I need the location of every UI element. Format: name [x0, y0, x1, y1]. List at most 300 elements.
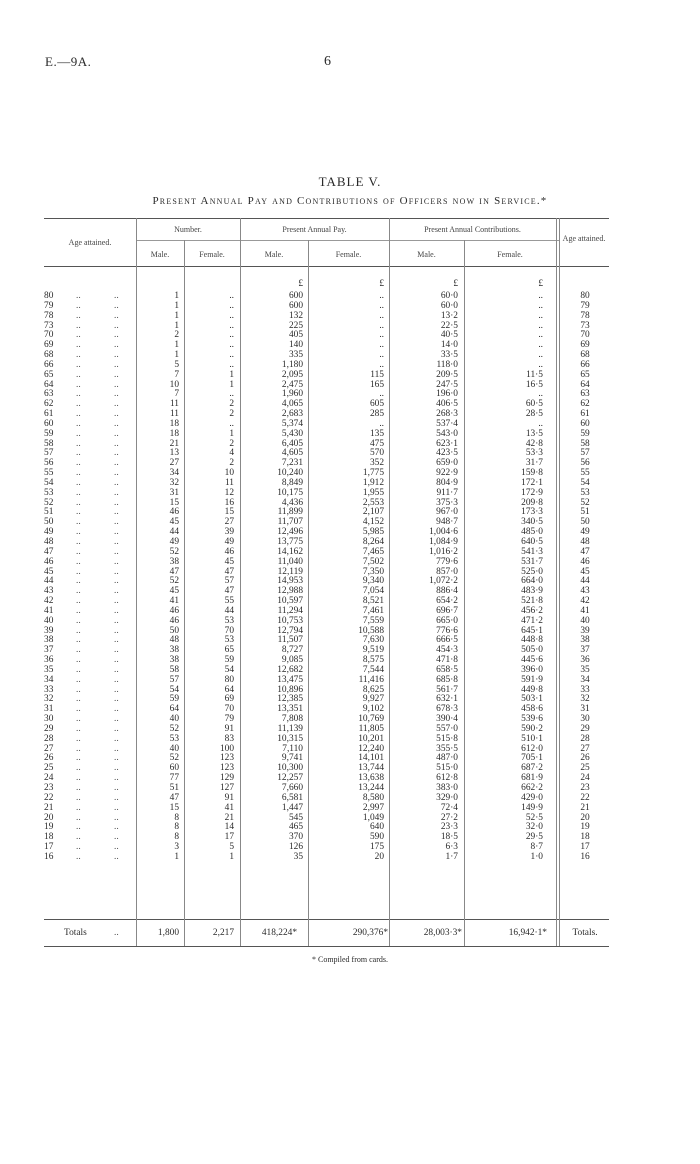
leader-dots: .. [114, 783, 119, 793]
age-cell: 61 [44, 409, 54, 420]
age-right-cell: 30 [580, 714, 590, 725]
pay-female-cell: 1,955 [362, 487, 384, 498]
age-cell: 16 [44, 851, 54, 862]
age-right-cell: 34 [580, 674, 590, 685]
leader-dots: .. [114, 802, 119, 813]
totals-pay-male: 418,224* [261, 928, 297, 938]
pay-female-cell: 10,201 [358, 733, 384, 744]
pay-female-cell: 115 [370, 369, 384, 380]
age-right-cell: 63 [580, 389, 590, 400]
contrib-female-cell: 1·0 [530, 851, 543, 862]
age-cell: 18 [44, 832, 54, 843]
pay-male-cell: 2,095 [281, 369, 303, 380]
leader-dots: .. [114, 507, 119, 518]
number-male-cell: 60 [169, 763, 179, 774]
table-row [44, 400, 609, 410]
pay-male-cell: 4,436 [281, 497, 303, 508]
contrib-female-cell: 209·8 [521, 497, 543, 508]
age-right-cell: 65 [580, 369, 590, 380]
contrib-male-cell: 375·3 [436, 497, 458, 508]
leader-dots: .. [76, 369, 81, 380]
pay-female-cell: .. [379, 418, 384, 429]
table-row [44, 814, 609, 824]
pay-female-cell: 7,054 [362, 586, 384, 597]
contrib-female-cell: 645·1 [521, 625, 543, 636]
number-male-cell: 3 [174, 842, 179, 853]
pay-male-cell: 14,953 [277, 576, 303, 587]
contrib-male-cell: 1·7 [445, 851, 458, 862]
number-female-cell: 65 [224, 645, 234, 656]
table-row [44, 410, 609, 420]
contrib-male-cell: 406·5 [436, 399, 458, 410]
pay-male-cell: 4,065 [281, 399, 303, 410]
age-cell: 41 [44, 605, 54, 616]
contrib-female-cell: 483·9 [521, 586, 543, 597]
number-female-cell: 79 [224, 714, 234, 725]
currency-symbol: £ [453, 279, 458, 289]
contrib-female-cell: 53·3 [525, 448, 543, 459]
contrib-male-cell: 557·0 [436, 723, 458, 734]
number-female-cell: 47 [224, 586, 234, 597]
leader-dots: .. [114, 409, 119, 420]
contrib-female-cell: 539·6 [521, 714, 543, 725]
contrib-female-cell: 32·0 [525, 822, 543, 833]
leader-dots: .. [114, 291, 119, 301]
number-male-cell: 31 [169, 487, 179, 498]
leader-dots: .. [114, 340, 119, 351]
number-female-cell: 123 [219, 763, 234, 774]
page-number: 6 [324, 54, 331, 69]
leader-dots: .. [114, 723, 119, 734]
contrib-female-cell: 8·7 [530, 842, 543, 853]
pay-female-cell: 7,465 [362, 546, 384, 557]
age-cell: 57 [44, 448, 54, 459]
pay-male-cell: 545 [288, 812, 303, 823]
leader-dots: .. [76, 359, 81, 370]
age-cell: 36 [44, 655, 54, 666]
pay-male-cell: 14,162 [277, 546, 303, 557]
leader-dots: .. [76, 487, 81, 498]
pay-male-cell: 12,496 [277, 527, 303, 538]
leader-dots: .. [114, 477, 119, 488]
age-right-cell: 23 [580, 783, 590, 793]
age-cell: 37 [44, 645, 54, 656]
pay-female-cell: 13,638 [358, 773, 384, 784]
table-row [44, 390, 609, 400]
age-cell: 79 [44, 300, 54, 311]
pay-male-cell: 9,085 [281, 655, 303, 666]
age-right-cell: 48 [580, 537, 590, 547]
contrib-female-cell: .. [538, 418, 543, 429]
pay-female-cell: 1,912 [362, 477, 384, 488]
leader-dots: .. [76, 507, 81, 518]
leader-dots: .. [114, 655, 119, 666]
contrib-male-cell: 967·0 [436, 507, 458, 518]
contrib-female-cell: 458·6 [521, 704, 543, 715]
age-cell: 35 [44, 664, 54, 675]
age-right-cell: 68 [580, 350, 590, 361]
leader-dots: .. [114, 753, 119, 764]
contrib-male-cell: 678·3 [436, 704, 458, 715]
leader-dots: .. [114, 645, 119, 656]
number-male-cell: 1 [174, 291, 179, 301]
leader-dots: .. [76, 409, 81, 420]
age-cell: 44 [44, 576, 54, 587]
number-male-cell: 21 [169, 438, 179, 449]
header-contrib-female: Female. [497, 250, 523, 259]
number-female-cell: 12 [224, 487, 234, 498]
leader-dots: .. [76, 517, 81, 528]
age-cell: 63 [44, 389, 54, 400]
age-right-cell: 52 [580, 497, 590, 508]
pay-female-cell: .. [379, 310, 384, 321]
number-female-cell: 129 [219, 773, 234, 784]
number-male-cell: 15 [169, 802, 179, 813]
leader-dots: .. [76, 497, 81, 508]
number-female-cell: 46 [224, 546, 234, 557]
leader-dots: .. [114, 733, 119, 744]
number-female-cell: .. [229, 291, 234, 301]
contrib-female-cell: 172·9 [521, 487, 543, 498]
pay-male-cell: 140 [288, 340, 303, 351]
pay-female-cell: .. [379, 359, 384, 370]
age-right-cell: 59 [580, 428, 590, 439]
age-cell: 58 [44, 438, 54, 449]
number-male-cell: 45 [169, 517, 179, 528]
leader-dots: .. [76, 783, 81, 793]
pay-male-cell: 7,110 [282, 743, 303, 754]
leader-dots: .. [114, 458, 119, 469]
age-right-cell: 56 [580, 458, 590, 469]
age-right-cell: 40 [580, 615, 590, 626]
leader-dots: .. [76, 448, 81, 459]
contrib-female-cell: 531·7 [521, 556, 543, 567]
leader-dots: .. [114, 320, 119, 331]
number-male-cell: 46 [169, 615, 179, 626]
age-right-cell: 43 [580, 586, 590, 597]
number-male-cell: 15 [169, 497, 179, 508]
currency-symbol: £ [538, 279, 543, 289]
number-female-cell: 59 [224, 655, 234, 666]
leader-dots: .. [114, 527, 119, 538]
pay-female-cell: 7,630 [362, 635, 384, 646]
pay-female-cell: .. [379, 291, 384, 301]
pay-male-cell: 5,374 [281, 418, 303, 429]
leader-dots: .. [76, 714, 81, 725]
age-right-cell: 18 [580, 832, 590, 843]
number-female-cell: .. [229, 418, 234, 429]
age-right-cell: 37 [580, 645, 590, 656]
number-male-cell: 5 [174, 359, 179, 370]
header-pay: Present Annual Pay. [282, 225, 347, 234]
leader-dots: .. [114, 763, 119, 774]
contrib-male-cell: 911·7 [436, 487, 458, 498]
pay-female-cell: 590 [369, 832, 384, 843]
contrib-female-cell: .. [538, 389, 543, 400]
age-right-cell: 64 [580, 379, 590, 390]
page-ref: E.—9A. [45, 54, 92, 69]
leader-dots: .. [76, 733, 81, 744]
age-cell: 66 [44, 359, 54, 370]
leader-dots: .. [76, 389, 81, 400]
contrib-female-cell: 448·8 [521, 635, 543, 646]
leader-dots: .. [114, 448, 119, 459]
number-female-cell: 41 [224, 802, 234, 813]
number-male-cell: 49 [169, 537, 179, 547]
leader-dots: .. [76, 310, 81, 321]
contrib-male-cell: 537·4 [436, 418, 458, 429]
table-row [44, 440, 609, 450]
number-female-cell: 57 [224, 576, 234, 587]
leader-dots: .. [76, 527, 81, 538]
contrib-female-cell: 52·5 [525, 812, 543, 823]
age-right-cell: 54 [580, 477, 590, 488]
contrib-male-cell: 948·7 [436, 517, 458, 528]
table-row [44, 302, 609, 312]
age-cell: 56 [44, 458, 54, 469]
contrib-male-cell: 423·5 [436, 448, 458, 459]
leader-dots: .. [76, 340, 81, 351]
contrib-female-cell: 687·2 [521, 763, 543, 774]
pay-female-cell: 7,544 [362, 664, 384, 675]
leader-dots: .. [76, 468, 81, 479]
age-right-cell: 79 [580, 300, 590, 311]
pay-female-cell: 135 [369, 428, 384, 439]
age-cell: 29 [44, 723, 54, 734]
pay-female-cell: 10,769 [358, 714, 384, 725]
contrib-male-cell: 18·5 [440, 832, 458, 843]
pay-male-cell: 600 [288, 291, 303, 301]
leader-dots: .. [76, 576, 81, 587]
table-row [44, 371, 609, 381]
number-female-cell: .. [229, 350, 234, 361]
number-female-cell: 44 [224, 605, 234, 616]
pay-male-cell: 10,753 [277, 615, 303, 626]
number-female-cell: 1 [229, 369, 234, 380]
contrib-male-cell: 779·6 [436, 556, 458, 567]
pay-female-cell: 12,240 [358, 743, 384, 754]
table-row [44, 449, 609, 459]
totals-contrib-female: 16,942·1* [508, 928, 547, 938]
age-right-cell: 39 [580, 625, 590, 636]
number-female-cell: 2 [229, 399, 234, 410]
pay-female-cell: 2,107 [362, 507, 384, 518]
contrib-female-cell: .. [538, 320, 543, 331]
pay-male-cell: 1,960 [281, 389, 303, 400]
leader-dots: .. [114, 438, 119, 449]
number-male-cell: 1 [174, 310, 179, 321]
leader-dots: .. [76, 546, 81, 557]
pay-female-cell: 1,049 [362, 812, 384, 823]
number-male-cell: 8 [174, 812, 179, 823]
header-bottom-rule [44, 266, 609, 267]
currency-symbol: £ [379, 279, 384, 289]
pay-male-cell: 600 [288, 300, 303, 311]
age-cell: 46 [44, 556, 54, 567]
leader-dots: .. [114, 664, 119, 675]
contrib-male-cell: 623·1 [436, 438, 458, 449]
age-right-cell: 19 [580, 822, 590, 833]
pay-male-cell: 13,475 [277, 674, 303, 685]
pay-female-cell: 7,502 [362, 556, 384, 567]
contrib-male-cell: 515·0 [436, 763, 458, 774]
pay-male-cell: 10,300 [277, 763, 303, 774]
pay-female-cell: 9,340 [362, 576, 384, 587]
leader-dots: .. [76, 320, 81, 331]
number-female-cell: 83 [224, 733, 234, 744]
leader-dots: .. [114, 635, 119, 646]
contrib-female-cell: 640·5 [521, 537, 543, 547]
number-male-cell: 13 [169, 448, 179, 459]
number-male-cell: 52 [169, 753, 179, 764]
pay-female-cell: .. [379, 320, 384, 331]
leader-dots: .. [76, 645, 81, 656]
leader-dots: .. [114, 487, 119, 498]
leader-dots: .. [114, 832, 119, 843]
age-cell: 31 [44, 704, 54, 715]
leader-dots: .. [114, 389, 119, 400]
number-male-cell: 38 [169, 556, 179, 567]
number-female-cell: 2 [229, 458, 234, 469]
leader-dots: .. [114, 369, 119, 380]
age-right-cell: 62 [580, 399, 590, 410]
number-male-cell: 1 [174, 340, 179, 351]
number-female-cell: 11 [224, 477, 234, 488]
number-male-cell: 50 [169, 625, 179, 636]
pay-male-cell: 11,040 [277, 556, 303, 567]
contrib-female-cell: .. [538, 330, 543, 341]
leader-dots: .. [114, 300, 119, 311]
leader-dots: .. [76, 537, 81, 547]
contrib-female-cell: 429·0 [521, 792, 543, 803]
number-female-cell: 127 [219, 783, 234, 793]
leader-dots: .. [76, 664, 81, 675]
pay-male-cell: 10,597 [277, 596, 303, 607]
pay-male-cell: 6,581 [281, 792, 303, 803]
leader-dots: .. [76, 379, 81, 390]
age-cell: 52 [44, 497, 54, 508]
leader-dots: .. [76, 822, 81, 833]
pay-male-cell: 8,849 [281, 477, 303, 488]
pay-male-cell: 405 [288, 330, 303, 341]
pay-female-cell: 13,744 [358, 763, 384, 774]
number-male-cell: 40 [169, 743, 179, 754]
contrib-female-cell: 591·9 [521, 674, 543, 685]
contrib-male-cell: 487·0 [436, 753, 458, 764]
table-subtitle: Present Annual Pay and Contributions of Officers now in Service.* [152, 195, 548, 207]
contrib-female-cell: 521·8 [521, 596, 543, 607]
pay-female-cell: .. [379, 300, 384, 311]
leader-dots: .. [76, 763, 81, 774]
pay-male-cell: 12,385 [277, 694, 303, 705]
contrib-male-cell: 329·0 [436, 792, 458, 803]
number-male-cell: 57 [169, 674, 179, 685]
leader-dots: .. [114, 792, 119, 803]
contrib-male-cell: 6·3 [445, 842, 458, 853]
contrib-male-cell: 196·0 [436, 389, 458, 400]
contrib-female-cell: 42·8 [525, 438, 543, 449]
leader-dots: .. [114, 330, 119, 341]
age-cell: 20 [44, 812, 54, 823]
number-male-cell: 53 [169, 733, 179, 744]
leader-dots: .. [114, 812, 119, 823]
number-female-cell: 55 [224, 596, 234, 607]
contrib-female-cell: 664·0 [521, 576, 543, 587]
table-row [44, 361, 609, 371]
age-right-cell: 17 [580, 842, 590, 853]
number-male-cell: 48 [169, 635, 179, 646]
leader-dots: .. [114, 418, 119, 429]
pay-male-cell: 1,180 [281, 359, 303, 370]
contrib-male-cell: 1,016·2 [429, 546, 458, 557]
contrib-female-cell: 456·2 [521, 605, 543, 616]
contrib-female-cell: 662·2 [521, 783, 543, 793]
contrib-male-cell: 1,084·9 [429, 537, 458, 547]
contrib-male-cell: 665·0 [436, 615, 458, 626]
table-row [44, 292, 609, 302]
pay-male-cell: 5,430 [281, 428, 303, 439]
age-cell: 33 [44, 684, 54, 695]
number-male-cell: 40 [169, 714, 179, 725]
table-row [44, 833, 609, 843]
contrib-female-cell: .. [538, 350, 543, 361]
age-cell: 22 [44, 792, 54, 803]
age-right-cell: 32 [580, 694, 590, 705]
number-male-cell: 64 [169, 704, 179, 715]
pay-male-cell: 9,741 [281, 753, 303, 764]
contrib-female-cell: .. [538, 291, 543, 301]
contrib-male-cell: 72·4 [440, 802, 458, 813]
leader-dots: .. [114, 842, 119, 853]
pay-female-cell: 7,350 [362, 566, 384, 577]
leader-dots: .. [114, 576, 119, 587]
age-right-cell: 49 [580, 527, 590, 538]
number-female-cell: 16 [224, 497, 234, 508]
contrib-male-cell: 383·0 [436, 783, 458, 793]
age-right-cell: 78 [580, 310, 590, 321]
header-number: Number. [174, 225, 202, 234]
header-number-female: Female. [199, 250, 225, 259]
totals-number-female: 2,217 [212, 928, 234, 938]
table-row [44, 853, 609, 863]
contrib-male-cell: 659·0 [436, 458, 458, 469]
age-right-cell: 26 [580, 753, 590, 764]
pay-female-cell: 11,805 [358, 723, 384, 734]
contrib-male-cell: 1,004·6 [429, 527, 458, 538]
number-male-cell: 32 [169, 477, 179, 488]
number-female-cell: 54 [224, 664, 234, 675]
age-right-cell: 31 [580, 704, 590, 715]
contrib-female-cell: 28·5 [525, 409, 543, 420]
contrib-male-cell: 685·8 [436, 674, 458, 685]
leader-dots: .. [76, 753, 81, 764]
leader-dots: .. [114, 674, 119, 685]
pay-male-cell: 10,315 [277, 733, 303, 744]
totals-label: Totals [64, 928, 87, 938]
pay-female-cell: 8,580 [362, 792, 384, 803]
age-cell: 62 [44, 399, 54, 410]
number-female-cell: 80 [224, 674, 234, 685]
pay-female-cell: 475 [369, 438, 384, 449]
leader-dots: .. [76, 399, 81, 410]
age-right-cell: 29 [580, 723, 590, 734]
contrib-male-cell: 1,072·2 [429, 576, 458, 587]
contrib-male-cell: 886·4 [436, 586, 458, 597]
number-female-cell: 53 [224, 615, 234, 626]
contrib-female-cell: 449·8 [521, 684, 543, 695]
pay-male-cell: 10,175 [277, 487, 303, 498]
pay-male-cell: 35 [293, 851, 303, 862]
